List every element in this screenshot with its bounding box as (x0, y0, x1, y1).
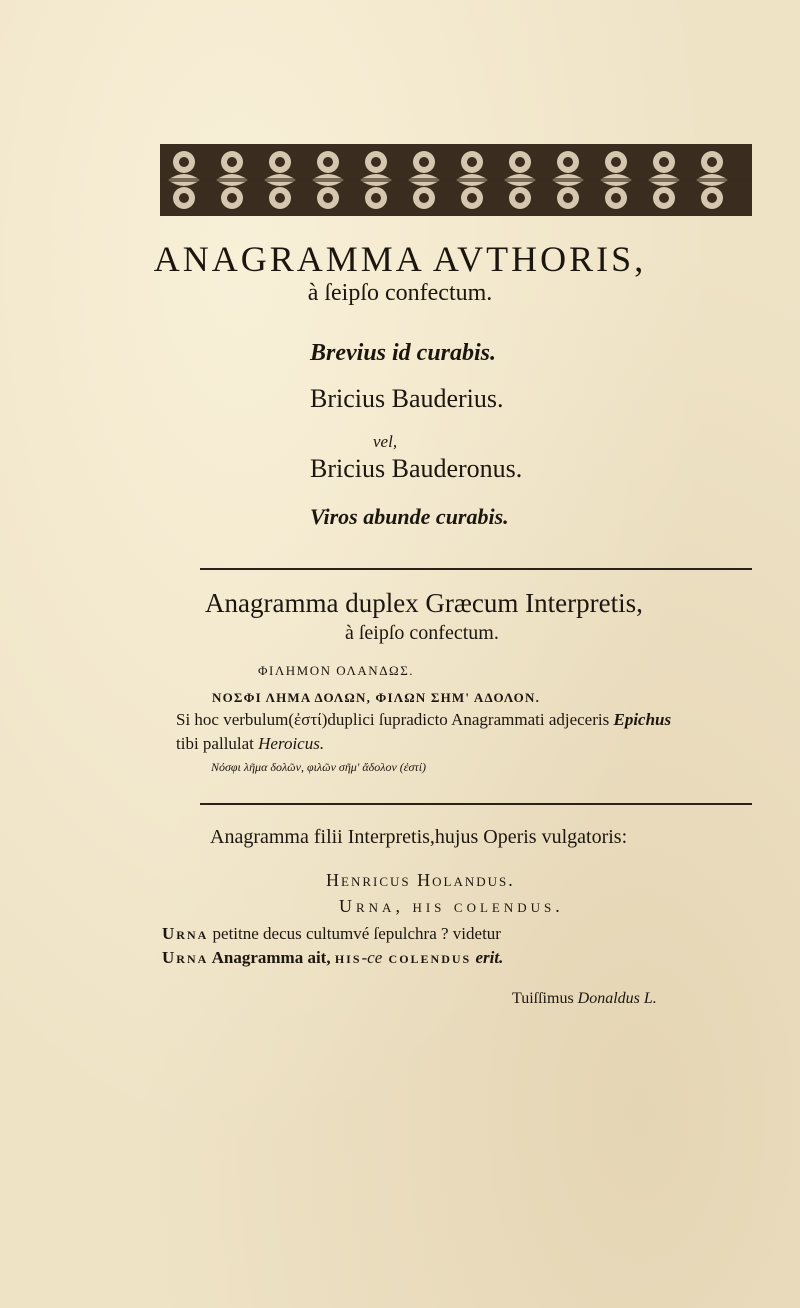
anagram-line-2: Bricius Bauderius. (310, 384, 504, 413)
greek-anagram-subtitle: à ſeipſo confectum. (345, 622, 499, 644)
son-anagram-title: Anagramma filii Interpretis,hujus Operis vulgatoris: (210, 826, 628, 848)
son-paragraph-line-2-end: erit. (471, 948, 504, 967)
greek-line-2: ΝΟΣΦΙ ΛΗΜΑ ΔΟΛΩΝ, ΦΙΛΩΝ ΣΗΜ' ΑΔΟΛΟΝ. (212, 690, 541, 705)
signature-name: Donaldus L. (577, 990, 657, 1007)
signature-text: Tuiſſimus (512, 990, 578, 1007)
son-paragraph-line-2 (162, 948, 503, 968)
greek-paragraph-line-1-text: Si hoc verbulum(ἐστί)duplici ſupradicto Anagrammati adjeceris (176, 710, 614, 729)
son-paragraph-line-2-caps3: colendus (382, 948, 472, 967)
son-anagram-part-b: his colendus. (412, 896, 564, 916)
greek-paragraph-line-1-italic: Epichus (613, 710, 672, 729)
greek-anagram-title: Anagramma duplex Græcum Interpretis, (205, 588, 643, 618)
greek-line-3: Νόσφι λῆμα δολῶν, φιλῶν σῆμ' ἄδολον (ἐστί) (211, 760, 427, 774)
ornamental-header-band (160, 140, 752, 220)
son-anagram-part-a: Urna, (339, 896, 404, 916)
anagram-line-4: Bricius Bauderonus. (310, 454, 523, 483)
section-divider-1 (200, 568, 752, 570)
greek-paragraph-line-2-italic: Heroicus. (258, 734, 325, 753)
son-paragraph-line-2-it: -ce (361, 948, 383, 967)
son-paragraph-line-2-caps2: his (334, 948, 362, 967)
son-paragraph-line-1-text: petitne decus cultumvé ſepulchra ? videtur (208, 924, 501, 943)
son-paragraph-line-1 (162, 924, 501, 944)
son-paragraph-line-1-caps: Urna (162, 924, 209, 943)
anagram-line-1: Brevius id curabis. (310, 340, 497, 366)
greek-paragraph-line-1 (176, 710, 671, 730)
anagram-author-title: ANAGRAMMA AVTHORIS, (153, 239, 647, 279)
anagram-author-subtitle: à ſeipſo confectum. (307, 280, 493, 306)
section-divider-2 (200, 803, 752, 805)
anagram-line-3: vel, (373, 432, 398, 451)
greek-paragraph-line-2 (176, 734, 324, 754)
signature (512, 990, 657, 1008)
son-paragraph-line-2-caps: Urna (162, 948, 209, 967)
son-paragraph-line-2-mid: Anagramma ait, (208, 948, 335, 967)
son-anagram (339, 896, 564, 917)
greek-line-1: ΦΙΛΗΜΟΝ ΟΛΑΝΔΩΣ. (258, 663, 415, 678)
anagram-line-5: Viros abunde curabis. (310, 504, 509, 529)
greek-paragraph-line-2-text: tibi pallulat (176, 734, 259, 753)
son-name: Henricus Holandus. (326, 870, 515, 890)
